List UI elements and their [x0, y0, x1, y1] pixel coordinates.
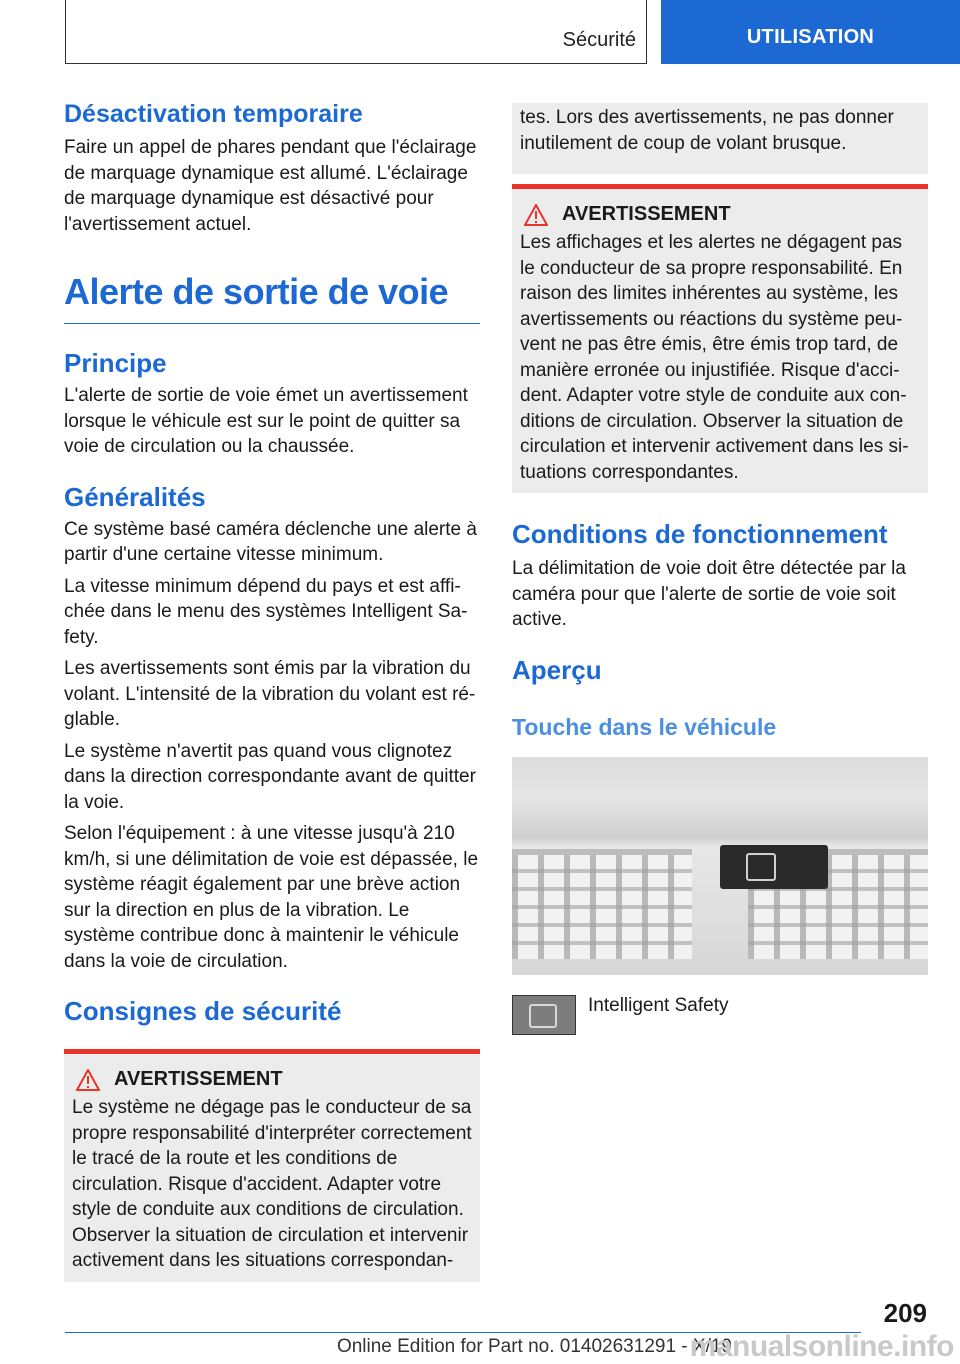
warning-text: Les affichages et les alertes ne dégagent pas le conducteur de sa propre responsabilité. En raison des limites inhérentes au système, les avertissements ou réactions du système peuvent ne pas être émis, être émis trop tard, de manière erronée ou injustifiée. Risque d'accident. Adapter votre style de conduite aux conditions de circulation. Observer la situation de circulation et intervenir activement dans les situations correspondantes.	[520, 232, 909, 483]
intelligent-safety-button-icon	[512, 995, 576, 1035]
warning-box-1-continued	[512, 103, 928, 174]
warning-triangle-icon	[76, 1069, 100, 1091]
paragraph-general-5: Selon l'équipement : à une vitesse jusqu'à 210 km/h, si une délimitation de voie est dépassée, le système réagit également par une brève action sur la direction en plus de la vibration. Le système contribue donc à maintenir le véhicule dans la voie de circulation.	[64, 823, 479, 972]
warning-box-1	[64, 1049, 480, 1282]
heading-principe: Principe	[64, 348, 167, 378]
footer-edition: Online Edition for Part no. 01402631291 - X/19	[336, 1336, 732, 1357]
heading-touche: Touche dans le véhicule	[512, 713, 777, 740]
paragraph-general-1: Ce système basé caméra déclenche une alerte à partir d'une certaine vitesse minimum.	[64, 518, 477, 565]
heading-apercu: Aperçu	[512, 654, 602, 685]
warning-title: AVERTISSEMENT	[562, 203, 731, 225]
warning-header	[520, 203, 920, 226]
heading-conditions: Conditions de fonctionnement	[512, 519, 888, 549]
button-panel	[720, 845, 828, 889]
warning-box-2	[512, 184, 928, 493]
paragraph-general-4: Le système n'avertit pas quand vous clignotez dans la direction correspondante avant de quitter la voie.	[64, 740, 476, 813]
header-frame	[65, 0, 647, 64]
warning-text: Le système ne dégage pas le conducteur de sa propre responsabilité d'interpréter correctement le tracé de la route et les conditions de circulation. Risque d'accident. Adapter votre style de conduite aux conditions de circulation. Observer la situation de circulation et intervenir activement dans les situations correspondan-	[72, 1097, 472, 1271]
paragraph-general-2: La vitesse minimum dépend du pays et est affichée dans le menu des systèmes Intelligent Safety.	[64, 575, 468, 648]
paragraph-general-3: Les avertissements sont émis par la vibration du volant. L'intensité de la vibration du volant est réglable.	[64, 658, 476, 730]
page-number: 209	[883, 1298, 927, 1328]
left-column	[64, 100, 480, 1282]
heading-generalites: Généralités	[64, 481, 206, 512]
warning-text-continued: tes. Lors des avertissements, ne pas donner inutilement de coup de volant brusque.	[520, 107, 894, 154]
right-column	[512, 103, 928, 1035]
warning-title: AVERTISSEMENT	[114, 1068, 283, 1090]
legend-label: Intelligent Safety	[588, 994, 729, 1016]
page-title: Alerte de sortie de voie	[64, 271, 480, 324]
heading-safety: Consignes de sécurité	[64, 996, 342, 1026]
heading-deactivation: Désactivation temporaire	[64, 100, 363, 128]
header-section: Sécurité	[562, 29, 636, 51]
warning-triangle-icon	[524, 204, 548, 226]
watermark: manualsonline.info	[689, 1330, 954, 1363]
legend-row	[512, 995, 928, 1035]
vehicle-button-photo	[512, 757, 928, 975]
paragraph-principe: L'alerte de sortie de voie émet un avertissement lorsque le véhicule est sur le point de quitter sa voie de circulation ou la chaussée.	[64, 385, 468, 457]
paragraph-conditions: La délimitation de voie doit être détectée par la caméra pour que l'alerte de sortie de voie soit active.	[512, 558, 906, 630]
intelligent-safety-icon	[746, 853, 776, 881]
air-vent-left	[512, 849, 692, 959]
paragraph-deactivation: Faire un appel de phares pendant que l'éclairage de marquage dynamique est allumé. L'éclairage de marquage dynamique est désactivé pour l'avertissement actuel.	[64, 137, 477, 235]
warning-header	[72, 1068, 472, 1091]
header-chapter-tab[interactable]: UTILISATION	[661, 0, 960, 64]
